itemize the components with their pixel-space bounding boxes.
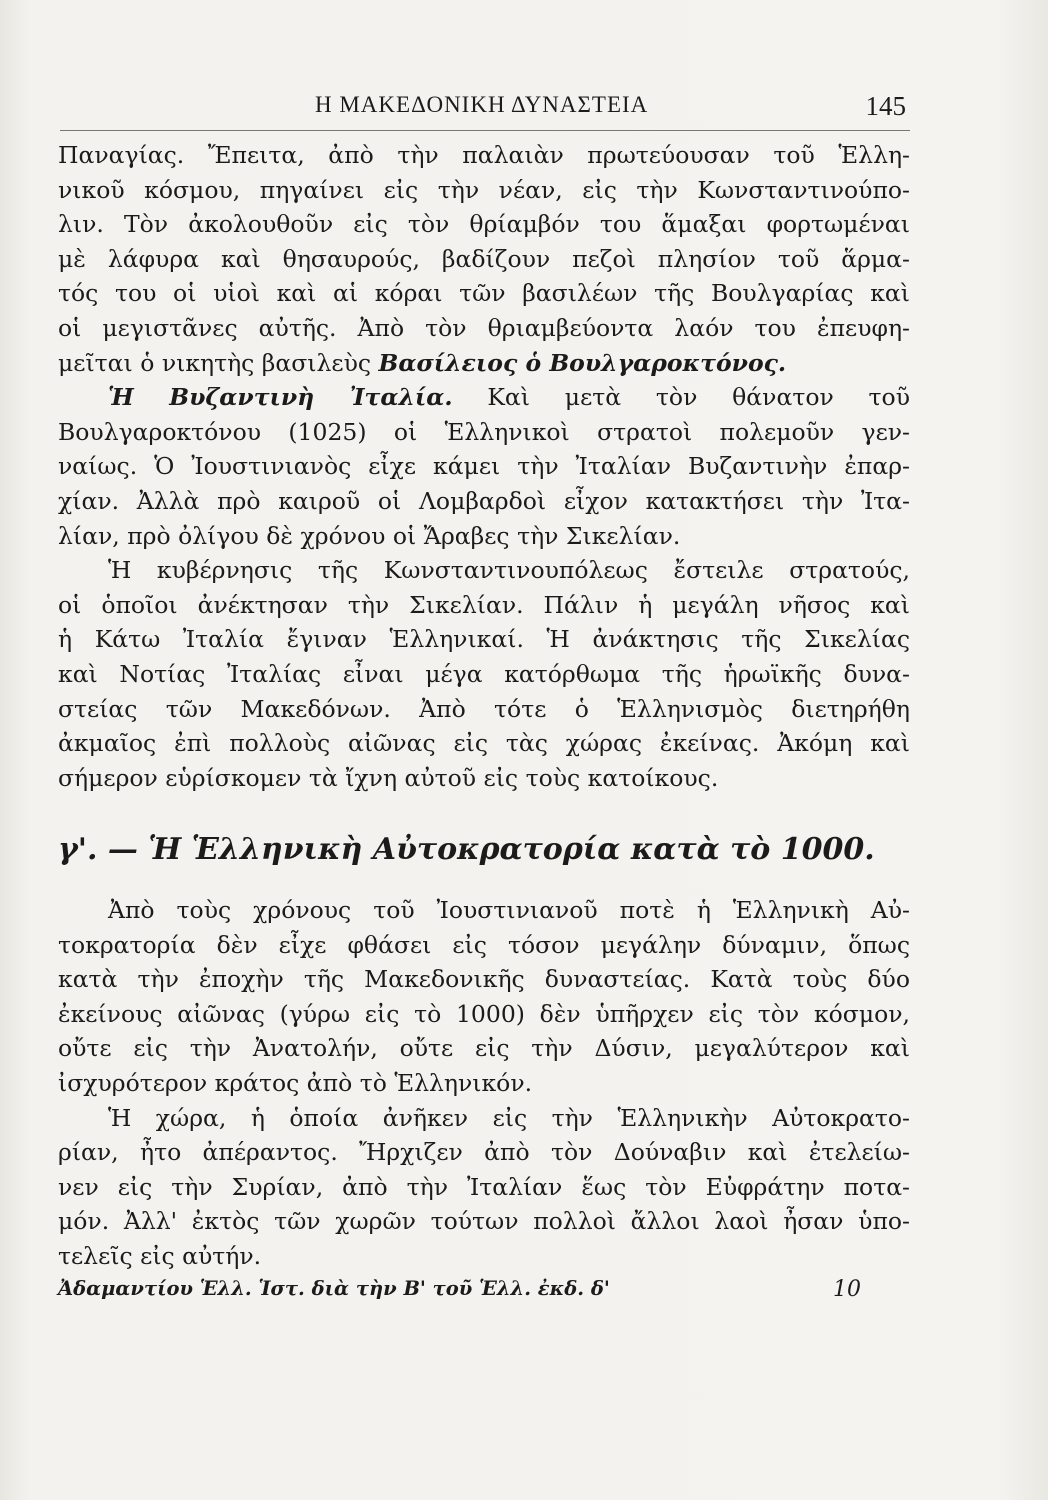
text-line: κατὰ τὴν ἐποχὴν τῆς Μακεδονικῆς δυναστείας. Κατὰ τοὺς δύο: [58, 965, 910, 994]
text-line: σήμερον εὑρίσκομεν τὰ ἴχνη αὐτοῦ εἰς τοὺς κατοίκους.: [58, 763, 719, 792]
text-line: μόν. Ἀλλ' ἐκτὸς τῶν χωρῶν τούτων πολλοὶ ἄλλοι λαοὶ ἦσαν ὑπο-: [58, 1207, 910, 1236]
body-text: [58, 138, 910, 795]
text-line: οἱ μεγιστᾶνες αὐτῆς. Ἀπὸ τὸν θριαμβεύοντα λαόν του ἐπευφη-: [58, 313, 910, 342]
text-line: ἡ Κάτω Ἰταλία ἔγιναν Ἑλληνικαί. Ἡ ἀνάκτησις τῆς Σικελίας: [58, 625, 910, 654]
running-title: Η ΜΑΚΕΔΟΝΙΚΗ ΔΥΝΑΣΤΕΙΑ: [315, 92, 649, 117]
running-header: [60, 86, 910, 131]
text-line: Ἡ χώρα, ἡ ὁποία ἀνῆκεν εἰς τὴν Ἑλληνικὴν Αὐτοκρατο-: [108, 1103, 910, 1132]
signature-mark: 10: [833, 1277, 861, 1302]
text-line: τοκρατορία δὲν εἶχε φθάσει εἰς τόσον μεγάλην δύναμιν, ὅπως: [58, 930, 910, 959]
text-line: Ἀπὸ τοὺς χρόνους τοῦ Ἰουστινιανοῦ ποτὲ ἡ Ἑλληνικὴ Αὐ-: [108, 896, 910, 924]
text-line: [58, 346, 910, 381]
text-line: ἰσχυρότερον κράτος ἀπὸ τὸ Ἑλληνικόν.: [58, 1068, 533, 1097]
text-line: λίαν, πρὸ ὀλίγου δὲ χρόνου οἱ Ἄραβες τὴν Σικελίαν.: [58, 521, 681, 550]
page-number: 145: [865, 91, 906, 121]
text-line: οἱ ὁποῖοι ἀνέκτησαν τὴν Σικελίαν. Πάλιν ἡ μεγάλη νῆσος καὶ: [58, 590, 910, 619]
text-line: τελεῖς εἰς αὐτήν.: [58, 1241, 262, 1270]
text-line: μὲ λάφυρα καὶ θησαυρούς, βαδίζουν πεζοὶ πλησίον τοῦ ἅρμα-: [58, 244, 910, 273]
text-run: μεῖται ὁ νικητὴς βασιλεὺς: [58, 348, 379, 377]
page-footer: [58, 1277, 910, 1311]
text-line: λιν. Τὸν ἀκολουθοῦν εἰς τὸν θρίαμβόν του ἅμαξαι φορτωμέναι: [58, 210, 910, 239]
text-run: Καὶ μετὰ τὸν θάνατον τοῦ: [452, 383, 910, 412]
sidehead-line: [58, 380, 910, 415]
text-line: ἐκείνους αἰῶνας (γύρω εἰς τὸ 1000) δὲν ὑπῆρχεν εἰς τὸν κόσμον,: [58, 999, 910, 1028]
text-line: ἀκμαῖος ἐπὶ πολλοὺς αἰῶνας εἰς τὰς χώρας ἐκείνας. Ἀκόμη καὶ: [58, 729, 910, 758]
text-line: καὶ Νοτίας Ἰταλίας εἶναι μέγα κατόρθωμα τῆς ἡρωϊκῆς δυνα-: [58, 659, 910, 688]
text-line: χίαν. Ἀλλὰ πρὸ καιροῦ οἱ Λομβαρδοὶ εἶχον κατακτήσει τὴν Ἰτα-: [58, 486, 910, 515]
emphasis-name: Βασίλειος ὁ Βουλγαροκτόνος.: [378, 348, 787, 377]
text-line: ρίαν, ἦτο ἀπέραντος. Ἤρχιζεν ἀπὸ τὸν Δούναβιν καὶ ἐτελείω-: [58, 1138, 910, 1167]
body-text-continued: [58, 893, 910, 1274]
text-line: ναίως. Ὁ Ἰουστινιανὸς εἶχε κάμει τὴν Ἰταλίαν Βυζαντινὴν ἐπαρ-: [58, 452, 910, 481]
imprint-line: Ἀδαμαντίου Ἑλλ. Ἱστ. διὰ τὴν Β' τοῦ Ἑλλ. ἐκδ. δ': [58, 1277, 610, 1300]
text-line: οὔτε εἰς τὴν Ἀνατολήν, οὔτε εἰς τὴν Δύσιν, μεγαλύτερον καὶ: [58, 1034, 910, 1063]
text-line: στείας τῶν Μακεδόνων. Ἀπὸ τότε ὁ Ἑλληνισμὸς διετηρήθη: [58, 694, 910, 723]
section-heading: γ'. — Ἡ Ἑλληνικὴ Αὐτοκρατορία κατὰ τὸ 1000.: [58, 832, 875, 867]
text-line: Βουλγαροκτόνου (1025) οἱ Ἑλληνικοὶ στρατοὶ πολεμοῦν γεν-: [58, 417, 910, 446]
sidehead-label: Ἡ Βυζαντινὴ Ἰταλία.: [108, 383, 453, 412]
text-line: Παναγίας. Ἔπειτα, ἀπὸ τὴν παλαιὰν πρωτεύουσαν τοῦ Ἑλλη-: [58, 141, 910, 169]
text-line: νεν εἰς τὴν Συρίαν, ἀπὸ τὴν Ἰταλίαν ἕως τὸν Εὐφράτην ποτα-: [58, 1172, 910, 1201]
text-line: νικοῦ κόσμου, πηγαίνει εἰς τὴν νέαν, εἰς τὴν Κωνσταντινούπο-: [58, 175, 910, 204]
text-line: τός του οἱ υἱοὶ καὶ αἱ κόραι τῶν βασιλέων τῆς Βουλγαρίας καὶ: [58, 279, 910, 308]
text-line: Ἡ κυβέρνησις τῆς Κωνσταντινουπόλεως ἔστειλε στρατούς,: [108, 556, 910, 585]
